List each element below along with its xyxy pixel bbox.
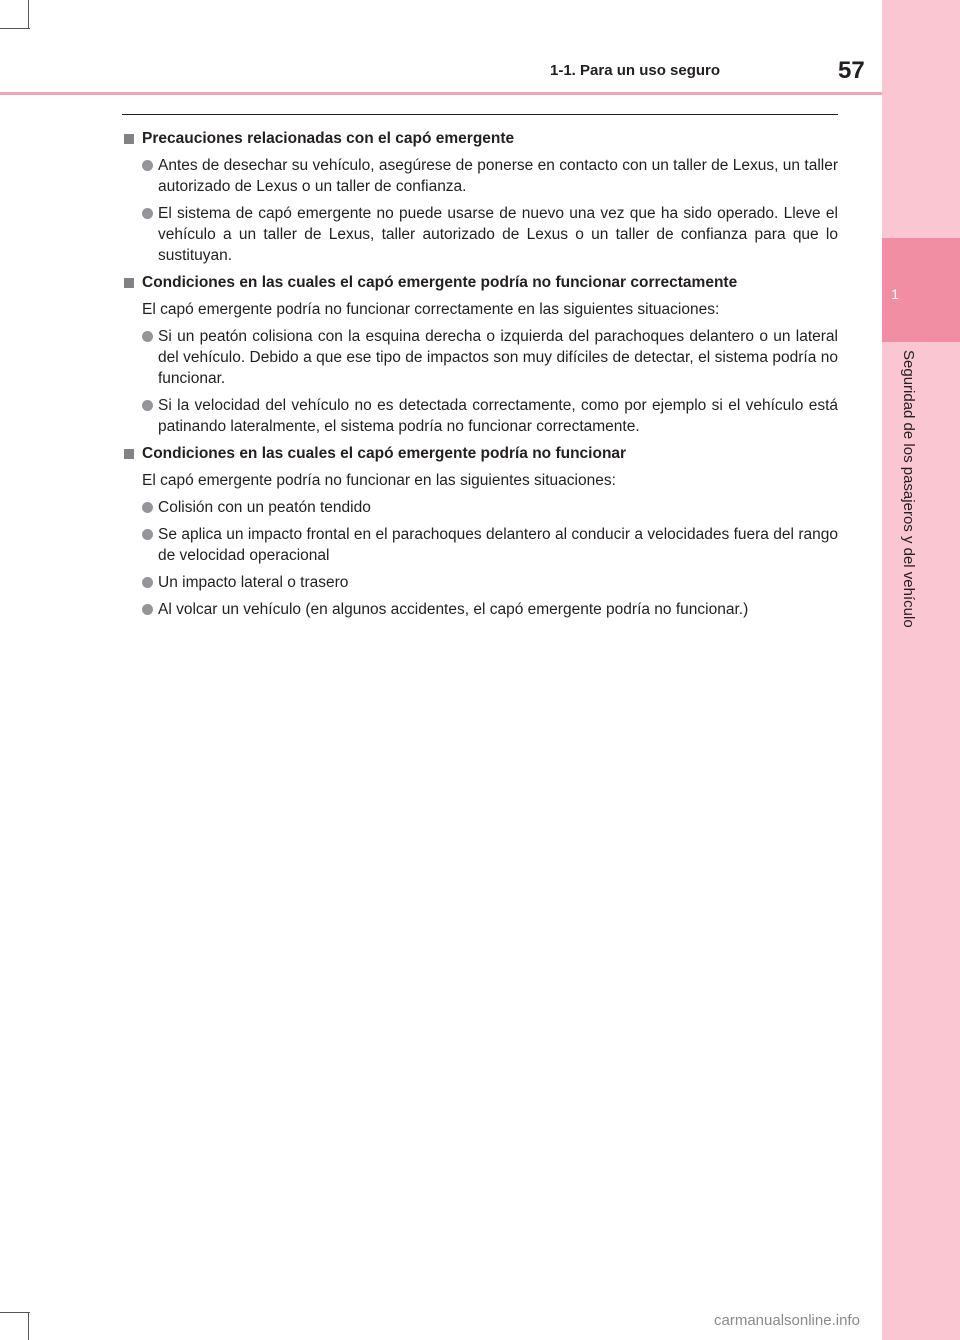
- circle-bullet-icon: [142, 160, 153, 171]
- content-rule: [122, 114, 838, 115]
- list-item-text: Un impacto lateral o trasero: [158, 574, 349, 591]
- section-heading-text: Condiciones en las cuales el capó emergente podría no funcionar correctamente: [142, 274, 738, 291]
- list-item: [122, 497, 838, 518]
- circle-bullet-icon: [142, 502, 153, 513]
- crop-mark: [28, 0, 29, 28]
- section-label: 1-1. Para un uso seguro: [550, 62, 721, 79]
- section-heading-text: Precauciones relacionadas con el capó emergente: [142, 130, 515, 147]
- header-rule: [0, 92, 882, 95]
- section-heading-text: Condiciones en las cuales el capó emergente podría no funcionar: [142, 445, 627, 462]
- circle-bullet-icon: [142, 604, 153, 615]
- list-item: [122, 599, 838, 620]
- circle-bullet-icon: [142, 331, 153, 342]
- section-intro: El capó emergente podría no funcionar en las siguientes situaciones:: [142, 472, 616, 489]
- section-heading: [122, 128, 838, 149]
- list-item: [122, 203, 838, 266]
- page-number: 57: [838, 57, 865, 84]
- list-item-text: Se aplica un impacto frontal en el parachoques delantero al conducir a velocidades fuera del rango de velocidad operacional: [158, 526, 838, 564]
- section-heading: [122, 272, 838, 293]
- page-content: [122, 124, 838, 626]
- watermark: carmanualsonline.info: [714, 1312, 860, 1329]
- list-item-text: Antes de desechar su vehículo, asegúrese de ponerse en contacto con un taller de Lexus, un taller autorizado de Lexus o un taller de confianza.: [158, 157, 838, 195]
- crop-mark: [0, 1312, 30, 1313]
- square-bullet-icon: [124, 134, 134, 144]
- crop-mark: [0, 28, 30, 29]
- circle-bullet-icon: [142, 208, 153, 219]
- list-item: [122, 524, 838, 566]
- list-item-text: Si un peatón colisiona con la esquina derecha o izquierda del parachoques delantero o un lateral del vehículo. Debido a que ese tipo de impactos son muy difíciles de detectar, el sistema podría no funcionar.: [158, 328, 838, 387]
- circle-bullet-icon: [142, 577, 153, 588]
- list-item-text: Colisión con un peatón tendido: [158, 499, 371, 516]
- list-item: [122, 395, 838, 437]
- list-item-text: Al volcar un vehículo (en algunos accidentes, el capó emergente podría no funcionar.): [158, 601, 749, 618]
- chapter-number: 1: [891, 286, 899, 302]
- circle-bullet-icon: [142, 400, 153, 411]
- circle-bullet-icon: [142, 529, 153, 540]
- list-item: [122, 326, 838, 389]
- section-heading: [122, 443, 838, 464]
- side-tab-strip: [882, 0, 960, 1340]
- chapter-title: Seguridad de los pasajeros y del vehículo: [900, 350, 917, 628]
- list-item: [122, 155, 838, 197]
- list-item-text: El sistema de capó emergente no puede usarse de nuevo una vez que ha sido operado. Lleve el vehículo a un taller de Lexus, taller autorizado de Lexus o un taller de confianza para que lo sustituyan.: [158, 205, 838, 264]
- square-bullet-icon: [124, 278, 134, 288]
- list-item: [122, 572, 838, 593]
- section-intro: El capó emergente podría no funcionar correctamente en las siguientes situaciones:: [142, 301, 720, 318]
- crop-mark: [28, 1312, 29, 1340]
- list-item-text: Si la velocidad del vehículo no es detectada correctamente, como por ejemplo si el vehículo está patinando lateralmente, el sistema podría no funcionar correctamente.: [158, 397, 838, 435]
- square-bullet-icon: [124, 449, 134, 459]
